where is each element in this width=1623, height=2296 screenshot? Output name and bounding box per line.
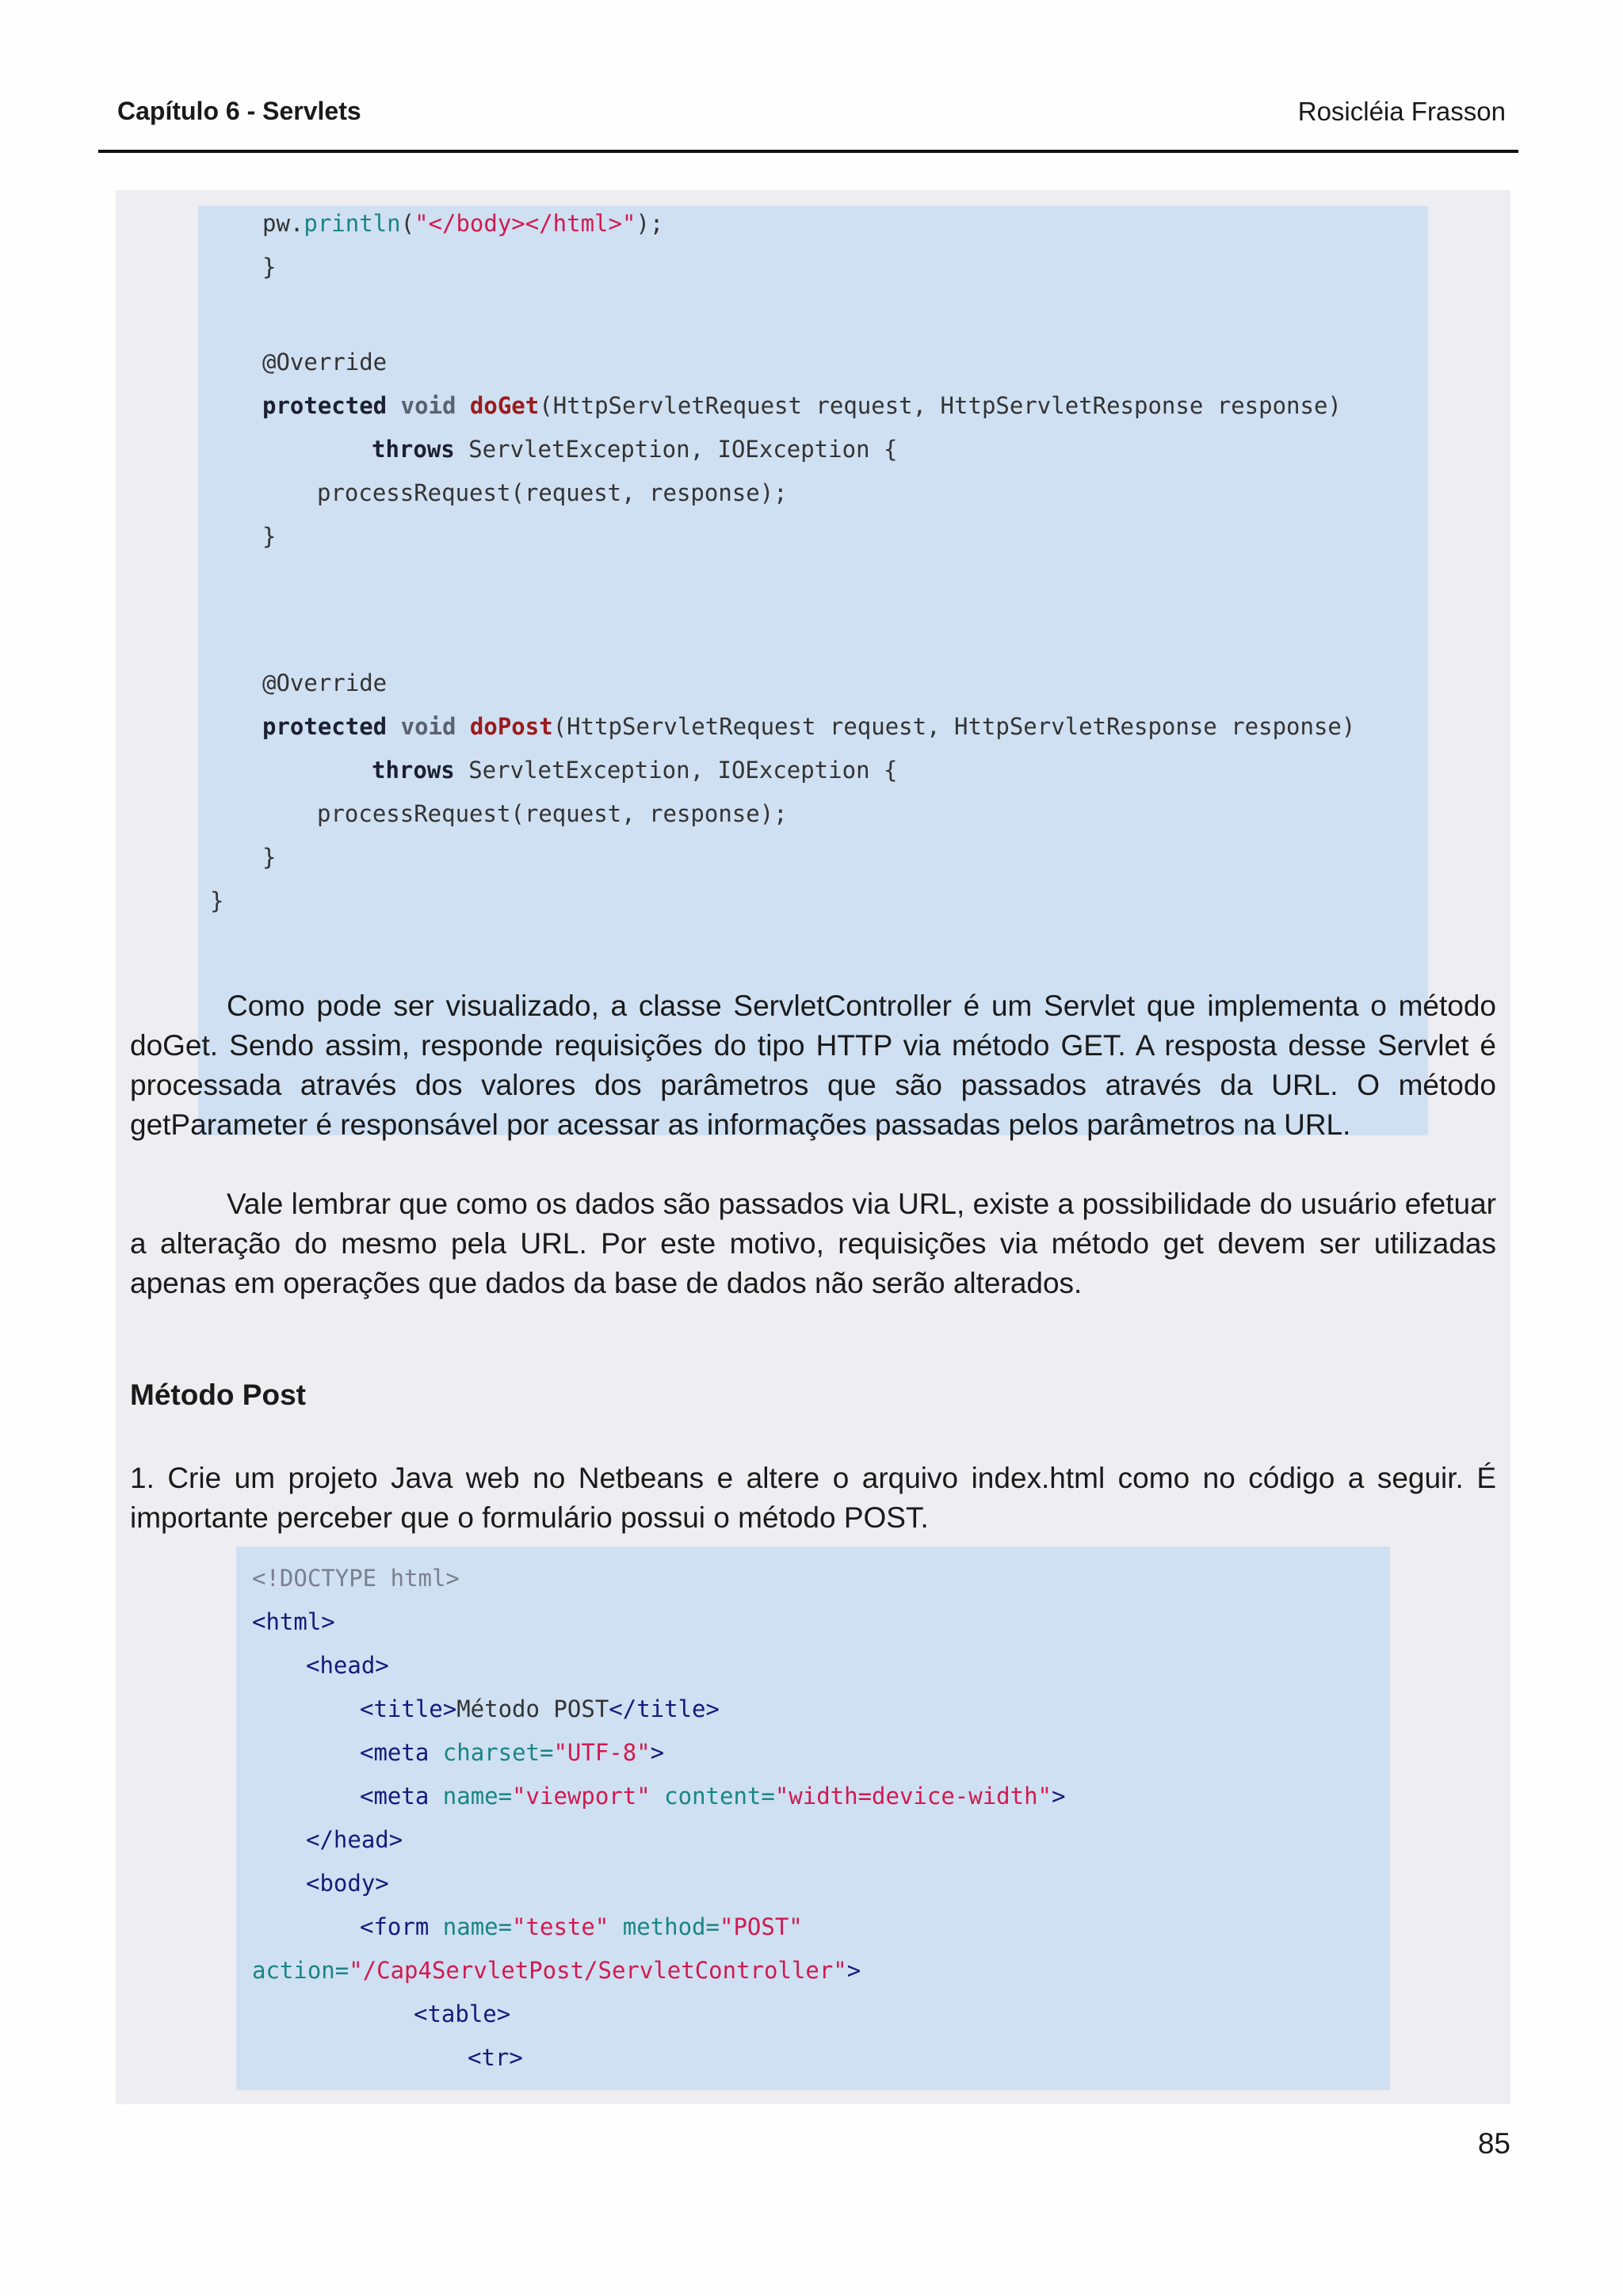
page-number: 85 (1477, 2127, 1510, 2160)
code-line: </head> (306, 1826, 403, 1853)
code-line: <table> (414, 2000, 511, 2027)
code-line: <form name="teste" method="POST" (360, 1913, 803, 1940)
code-line: <meta name="viewport" content="width=device-width"> (360, 1783, 1066, 1810)
code-line: } (262, 254, 277, 280)
author-name: Rosicléia Frasson (1297, 97, 1506, 126)
code-line: <body> (306, 1870, 389, 1897)
code-line: throws ServletException, IOException { (372, 757, 898, 784)
paragraph: Vale lembrar que como os dados são passados via URL, existe a possibilidade do usuário efetuar a alteração do mesmo pela URL. Por este motivo, requisições via método get devem ser utilizadas apenas em operações que dados da base de dados não serão alterados. (130, 1188, 1496, 1299)
code-line: <meta charset="UTF-8"> (360, 1739, 665, 1766)
header-divider (98, 150, 1518, 153)
section-heading: Método Post (130, 1379, 306, 1411)
code-line: <!DOCTYPE html> (252, 1565, 460, 1592)
code-line: protected void doGet(HttpServletRequest request, HttpServletResponse response) (262, 392, 1342, 419)
paragraph: Como pode ser visualizado, a classe ServletController é um Servlet que implementa o método doGet. Sendo assim, responde requisições do tipo HTTP via método GET. A resposta desse Servlet é processada através dos valores dos parâmetros que são passados através da URL. O método getParameter é responsável por acessar as informações passadas pelos parâmetros na URL. (130, 990, 1496, 1141)
code-line: <title>Método POST</title> (360, 1695, 720, 1722)
code-line: <tr> (468, 2044, 523, 2071)
code-line: processRequest(request, response); (317, 479, 788, 506)
code-line: pw.println("</body></html>"); (262, 210, 664, 237)
code-line: <html> (252, 1608, 335, 1635)
code-line: protected void doPost(HttpServletRequest request, HttpServletResponse response) (262, 713, 1356, 740)
code-line: @Override (262, 669, 388, 696)
code-line: } (262, 523, 277, 550)
html-code-block (236, 1547, 1390, 2090)
chapter-title: Capítulo 6 - Servlets (117, 97, 361, 125)
code-line: action="/Cap4ServletPost/ServletController"> (252, 1957, 861, 1984)
code-line: @Override (262, 349, 388, 376)
code-line: } (210, 887, 224, 914)
code-line: <head> (306, 1652, 389, 1679)
code-line: throws ServletException, IOException { (372, 436, 898, 463)
code-line: processRequest(request, response); (317, 800, 788, 827)
page-content (116, 190, 1510, 2104)
code-line: } (262, 844, 277, 871)
step-instruction: 1. Crie um projeto Java web no Netbeans e altere o arquivo index.html como no código a seguir. É importante perceber que o formulário possui o método POST. (130, 1462, 1496, 1534)
